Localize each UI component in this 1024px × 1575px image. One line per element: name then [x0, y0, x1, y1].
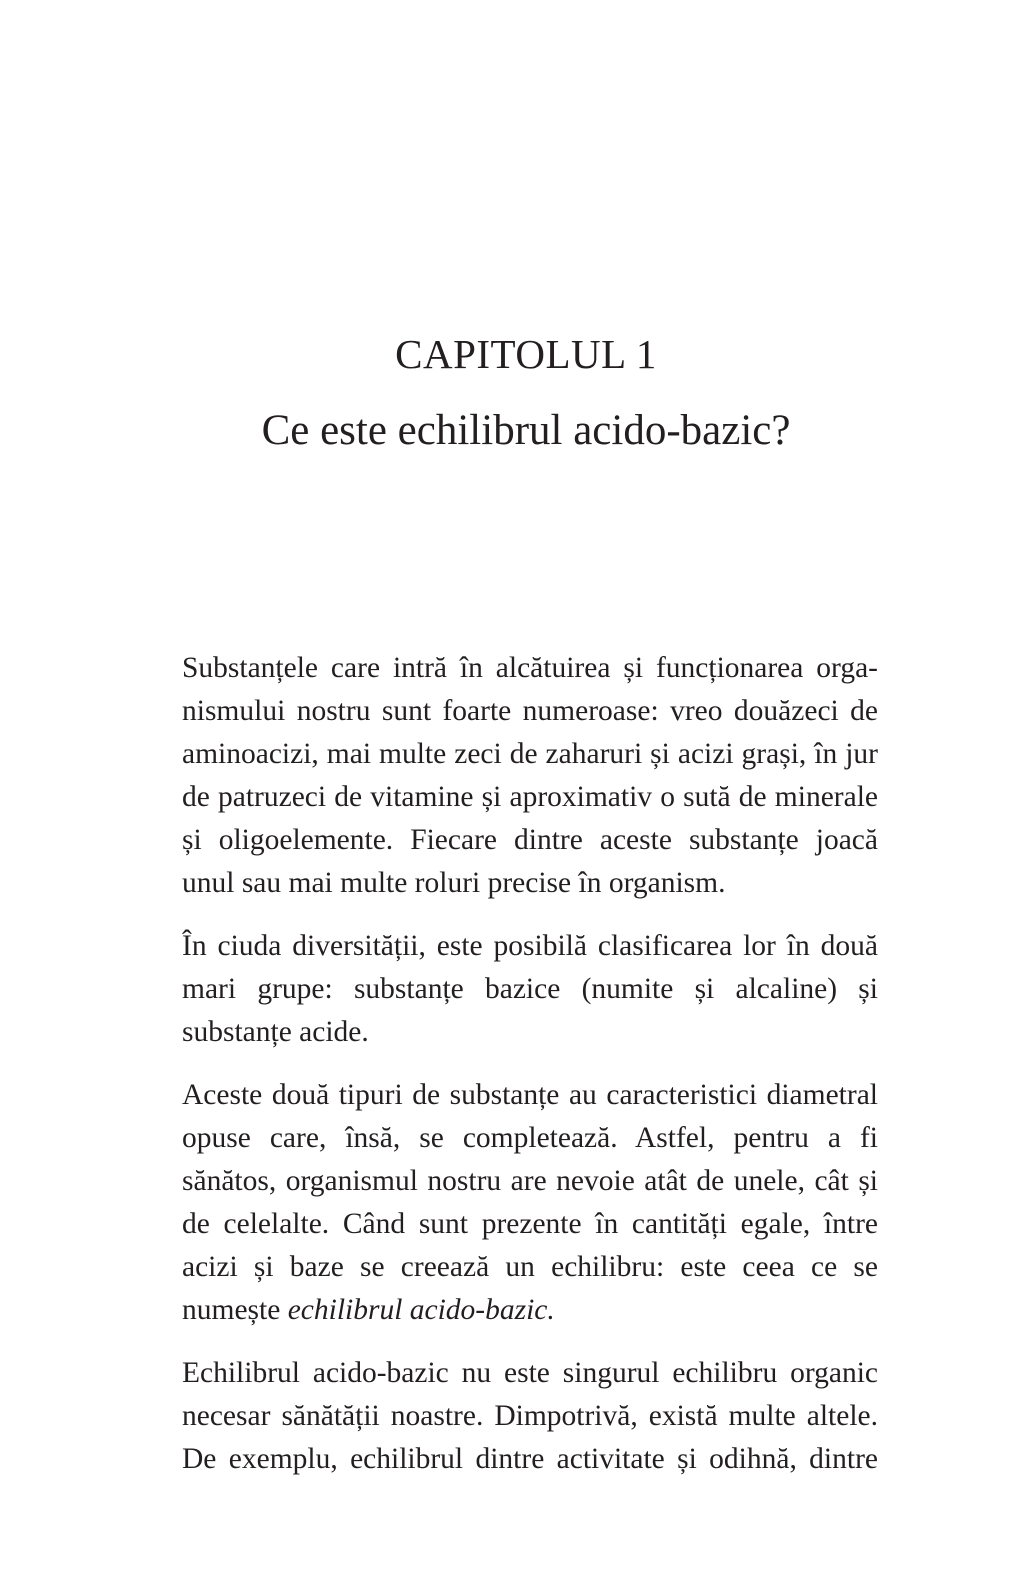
chapter-title: Ce este echilibrul acido-bazic?	[261, 407, 791, 454]
paragraph-1: Substanțele care intră în alcătuirea și funcționarea organismului nostru sunt foarte numeroase: vreo douăzeci de aminoacizi, mai multe zeci de zaharuri și acizi grași, în jur de patruzeci de vitamine și aproximativ o sută de minerale și oligoelemente. Fiecare dintre aceste substanțe joacă unul sau mai multe roluri precise în organism.	[182, 652, 878, 899]
paragraph-3	[182, 1074, 878, 1332]
chapter-label: CAPITOLUL 1	[395, 331, 657, 377]
paragraph-3-emphasis: echilibrul acido-bazic.	[287, 1294, 555, 1326]
paragraph-3-text: Aceste două tipuri de substanțe au caracteristici diametral opuse care, însă, se completează. Astfel, pentru a fi sănătos, organismul nostru are nevoie atât de unele, cât și de celelalte. Când sunt prezente în cantități egale, între acizi și baze se creează un echilibru: este ceea ce se numește	[182, 1079, 878, 1326]
body-text	[182, 647, 878, 1501]
paragraph-2: În ciuda diversității, este posibilă clasificarea lor în două mari grupe: substanțe bazice (numite și alcaline) și substanțe acide.	[182, 930, 878, 1048]
paragraph-4: Echilibrul acido-bazic nu este singurul echilibru organic necesar sănătății noastre. Dimpotrivă, există multe altele. De exemplu, echilibrul dintre activitate și odihnă, dintre	[182, 1357, 878, 1475]
